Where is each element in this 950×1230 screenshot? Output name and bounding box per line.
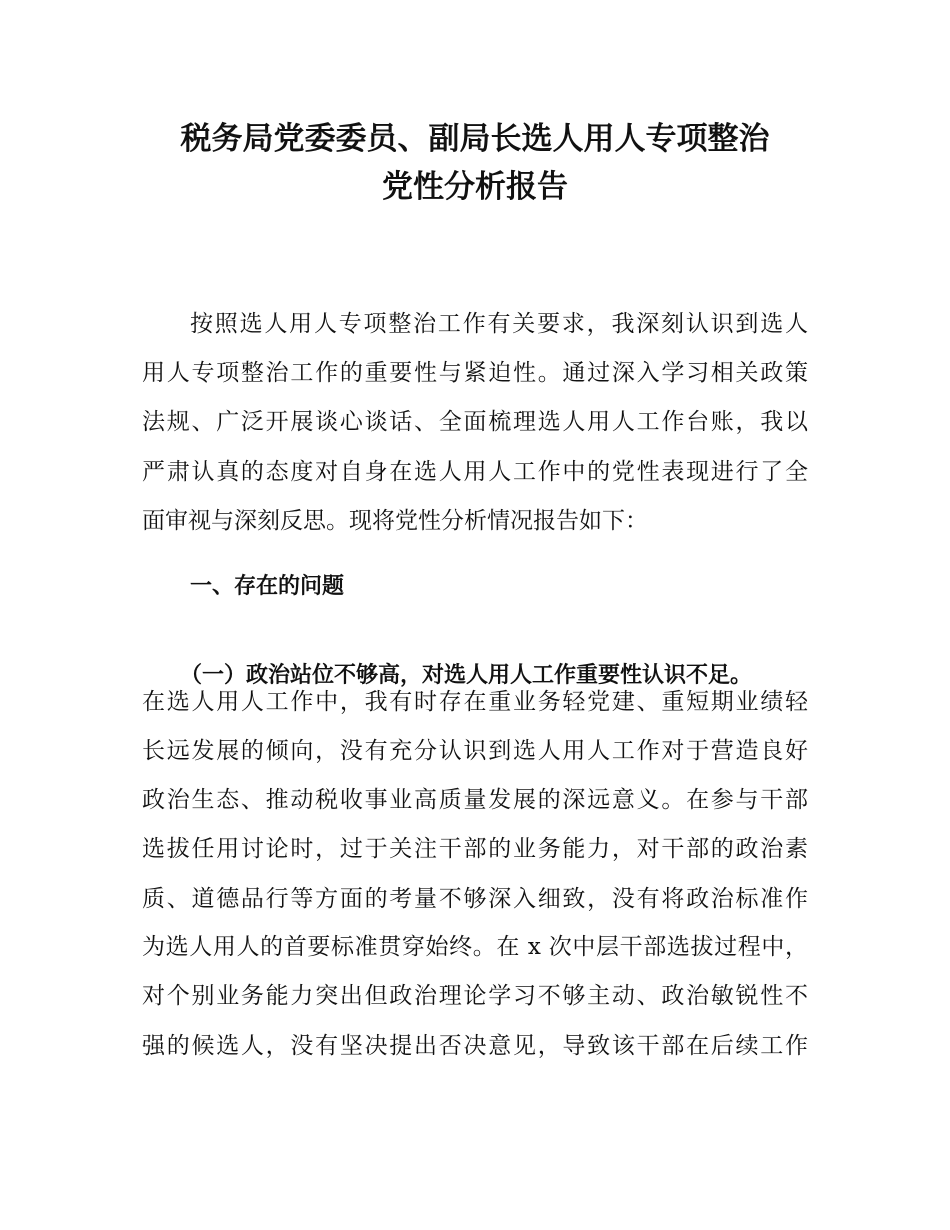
body-paragraph-line: 强的候选人，没有坚决提出否决意见，导致该干部在后续工作: [142, 1033, 808, 1059]
intro-paragraph-line: 严肃认真的态度对自身在选人用人工作中的党性表现进行了全: [142, 459, 808, 485]
subsection-heading-text: （一）政治站位不够高，对选人用人工作重要性认识不足。: [180, 663, 753, 688]
intro-paragraph-line: 按照选人用人专项整治工作有关要求，我深刻认识到选人: [190, 311, 808, 337]
intro-paragraph-line: 面审视与深刻反思。现将党性分析情况报告如下：: [142, 508, 648, 534]
document-title-line-1: 税务局党委委员、副局长选人用人专项整治: [180, 121, 770, 157]
body-paragraph-line: 为选人用人的首要标准贯穿始终。在 x 次中层干部选拔过程中，: [142, 934, 808, 960]
intro-paragraph-line: 法规、广泛开展谈心谈话、全面梳理选人用人工作台账，我以: [142, 409, 808, 435]
document-title-line-2: 党性分析报告: [382, 169, 568, 205]
body-paragraph-line: 质、道德品行等方面的考量不够深入细致，没有将政治标准作: [142, 886, 808, 912]
body-paragraph-line: 在选人用人工作中，我有时存在重业务轻党建、重短期业绩轻: [142, 689, 808, 715]
intro-paragraph-line: 用人专项整治工作的重要性与紧迫性。通过深入学习相关政策: [142, 360, 808, 386]
body-paragraph-line: 对个别业务能力突出但政治理论学习不够主动、政治敏锐性不: [142, 983, 808, 1009]
body-paragraph-line: 政治生态、推动税收事业高质量发展的深远意义。在参与干部: [142, 787, 808, 813]
section-heading: 一、存在的问题: [190, 574, 345, 599]
body-paragraph-line: 选拔任用讨论时，过于关注干部的业务能力，对干部的政治素: [142, 836, 808, 862]
body-paragraph-line: 长远发展的倾向，没有充分认识到选人用人工作对于营造良好: [142, 738, 808, 764]
